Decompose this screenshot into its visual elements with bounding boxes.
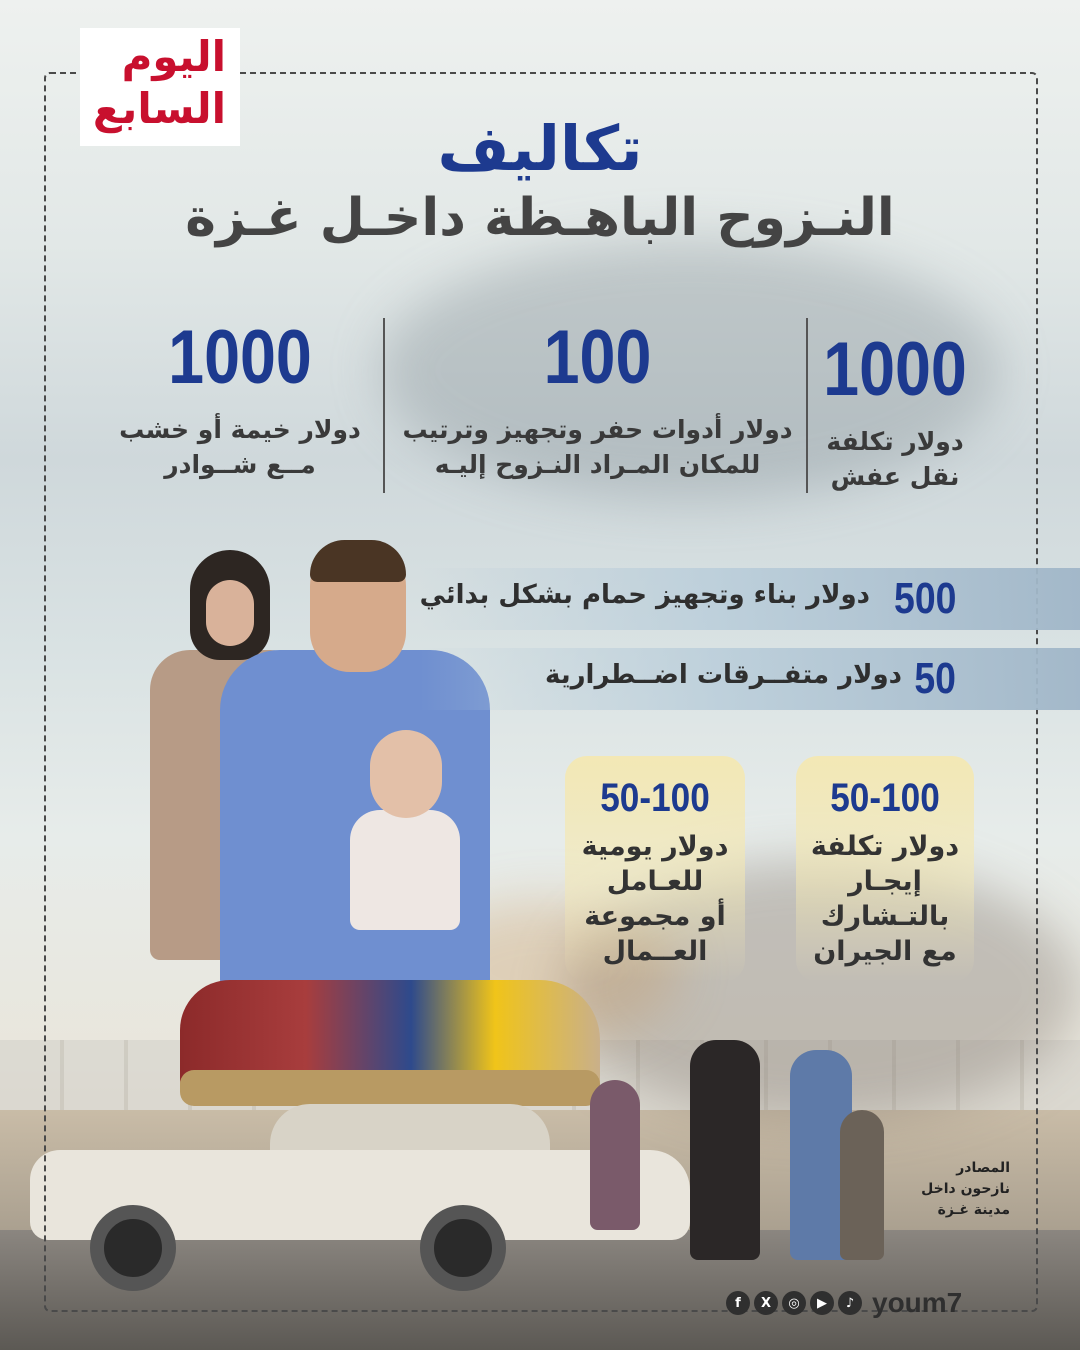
card-label: دولار يومية للعـامل أو مجموعة العــمال <box>581 831 729 968</box>
band-value: 50 <box>914 654 956 703</box>
youtube-icon[interactable]: ▶ <box>810 1291 834 1315</box>
stat-label: دولار أدوات حفر وتجهيز وترتيب للمكان المـراد النـزوح إليـه <box>402 415 793 479</box>
band-label: دولار متفــرقات اضــطرارية <box>545 660 902 690</box>
stat-label: دولار تكلفة نقل عفش <box>826 427 964 491</box>
band-value: 500 <box>893 574 956 623</box>
logo-line2: السابع <box>92 84 226 133</box>
sources-heading: المصادر <box>956 1160 1010 1176</box>
social-bar <box>726 1287 963 1318</box>
band-label: دولار بناء وتجهيز حمام بشكل بدائي <box>419 580 870 610</box>
stat-value: 1000 <box>823 327 967 412</box>
card-workers <box>565 756 745 982</box>
title-line2: النـزوح الباهـظة داخـل غـزة <box>185 188 895 248</box>
card-value: 50-100 <box>600 776 710 820</box>
facebook-icon[interactable]: f <box>726 1291 750 1315</box>
instagram-icon[interactable]: ◎ <box>782 1291 806 1315</box>
band-misc <box>420 648 1080 710</box>
stat-label: دولار خيمة أو خشب مــع شــوادر <box>119 415 361 479</box>
divider <box>806 318 808 493</box>
title-line1: تكاليف <box>437 112 643 185</box>
card-rent <box>796 756 974 982</box>
card-label: دولار تكلفة إيجـار بالتـشارك مع الجيران <box>810 831 960 968</box>
stat-value: 100 <box>543 315 652 400</box>
stat-value: 1000 <box>168 315 312 400</box>
card-value: 50-100 <box>830 776 940 820</box>
tiktok-icon[interactable]: ♪ <box>838 1291 862 1315</box>
x-icon[interactable]: X <box>754 1291 778 1315</box>
stat-digging-tools <box>395 315 800 482</box>
sources-line: نازحون داخل <box>921 1181 1010 1197</box>
band-bathroom <box>420 568 1080 630</box>
stat-tent <box>95 315 385 482</box>
stat-furniture-transport <box>810 327 980 494</box>
logo-line1: اليوم <box>121 32 226 81</box>
brand-handle[interactable]: youm7 <box>872 1287 963 1318</box>
sources <box>880 1158 1010 1221</box>
sources-line: مدينة غـزة <box>937 1202 1010 1218</box>
